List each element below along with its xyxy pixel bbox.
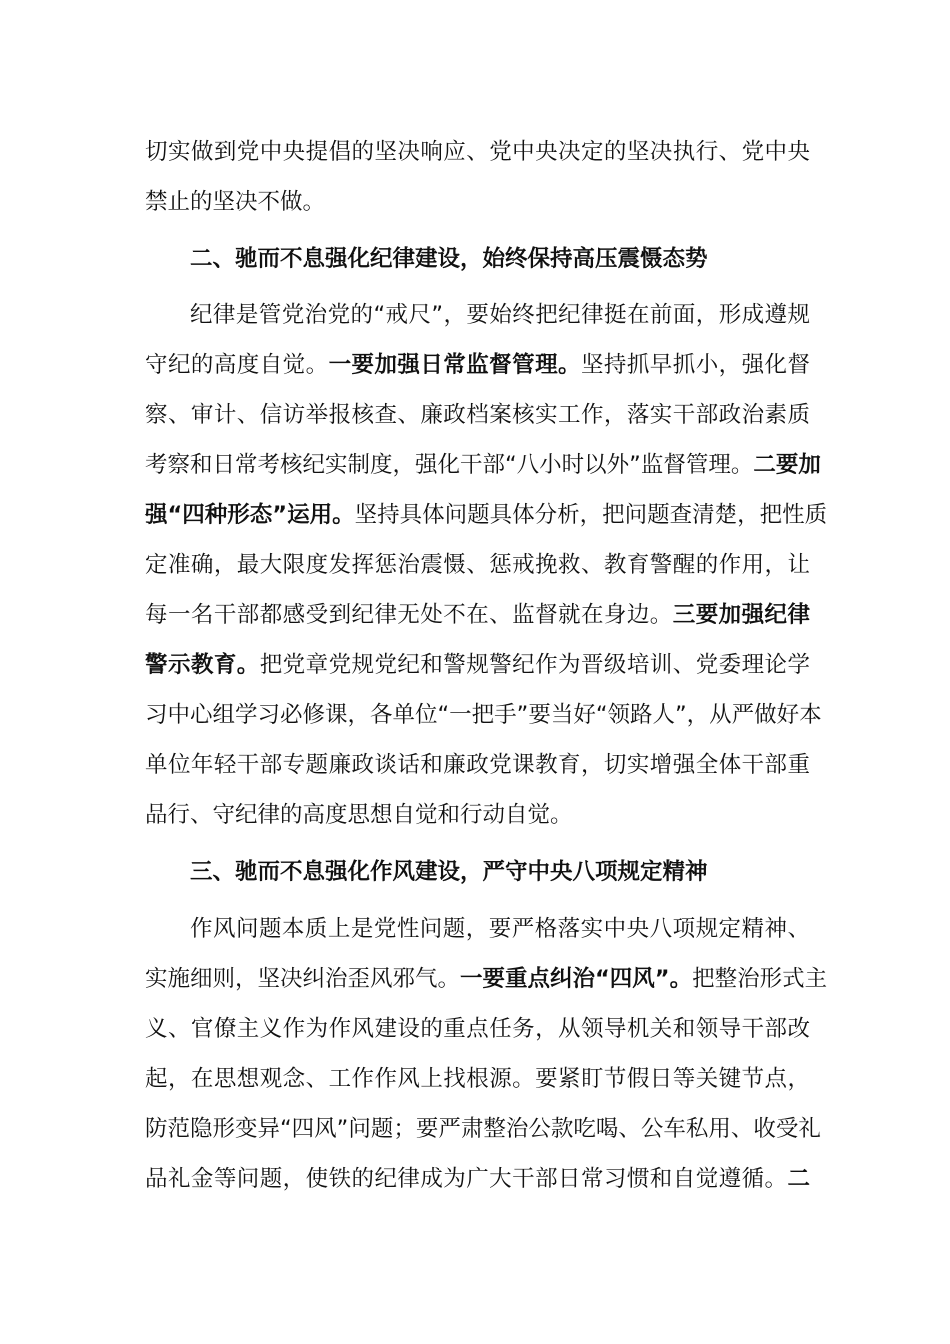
paragraph-line [145, 961, 828, 997]
paragraph-line: 纪律是管党治党的“戒尺”，要始终把纪律挺在前面，形成遵规 [190, 302, 810, 328]
text-run: 品礼金等问题，使铁的纪律成为广大干部日常习惯和自觉遵循。 [145, 1166, 788, 1192]
paragraph-line: 起，在思想观念、工作作风上找根源。要紧盯节假日等关键节点， [145, 1066, 810, 1092]
bold-text-run: 强“四种形态”运用。 [145, 502, 355, 528]
paragraph-line: 切实做到党中央提倡的坚决响应、党中央决定的坚决执行、党中央 [145, 139, 810, 165]
paragraph-line [145, 647, 810, 683]
bold-text-run: 二要加 [753, 452, 821, 478]
paragraph-line: 习中心组学习必修课，各单位“一把手”要当好“领路人”，从严做好本 [145, 702, 822, 728]
section-heading-2: 二、驰而不息强化纪律建设，始终保持高压震慑态势 [190, 246, 708, 272]
text-run: 考察和日常考核纪实制度，强化干部“八小时以外”监督管理。 [145, 452, 754, 478]
text-run: 实施细则，坚决纠治歪风邪气。 [145, 966, 461, 992]
text-run: 坚持具体问题具体分析，把问题查清楚，把性质 [354, 502, 828, 528]
paragraph-line: 防范隐形变异“四风”问题；要严肃整治公款吃喝、公车私用、收受礼 [145, 1116, 821, 1142]
paragraph-line [145, 497, 828, 533]
paragraph-line: 察、审计、信访举报核查、廉政档案核实工作，落实干部政治素质 [145, 402, 810, 428]
section-heading-3: 三、驰而不息强化作风建设，严守中央八项规定精神 [190, 859, 708, 885]
paragraph-line: 定准确，最大限度发挥惩治震慑、惩戒挽救、教育警醒的作用，让 [145, 552, 810, 578]
text-run: 坚持抓早抓小，强化督 [580, 352, 810, 378]
paragraph-line [145, 347, 810, 383]
bold-text-run: 一要重点纠治“四风”。 [460, 966, 693, 992]
bold-text-run: 三要加强纪律 [672, 602, 810, 628]
paragraph-line [145, 1161, 810, 1197]
bold-text-run: 二 [787, 1166, 810, 1192]
text-run: 把整治形式主 [692, 966, 828, 992]
paragraph-line: 单位年轻干部专题廉政谈话和廉政党课教育，切实增强全体干部重 [145, 752, 810, 778]
bold-text-run: 一要加强日常监督管理。 [328, 352, 581, 378]
text-run: 守纪的高度自觉。 [145, 352, 329, 378]
text-run: 把党章党规党纪和警规警纪作为晋级培训、党委理论学 [259, 652, 810, 678]
paragraph-line: 品行、守纪律的高度思想自觉和行动自觉。 [145, 802, 573, 828]
paragraph-line: 作风问题本质上是党性问题，要严格落实中央八项规定精神、 [190, 916, 810, 942]
paragraph-line: 义、官僚主义作为作风建设的重点任务，从领导机关和领导干部改 [145, 1016, 810, 1042]
paragraph-line [145, 447, 821, 483]
paragraph-line: 禁止的坚决不做。 [145, 189, 326, 215]
paragraph-line [145, 597, 810, 633]
bold-text-run: 警示教育。 [145, 652, 260, 678]
text-run: 每一名干部都感受到纪律无处不在、监督就在身边。 [145, 602, 673, 628]
